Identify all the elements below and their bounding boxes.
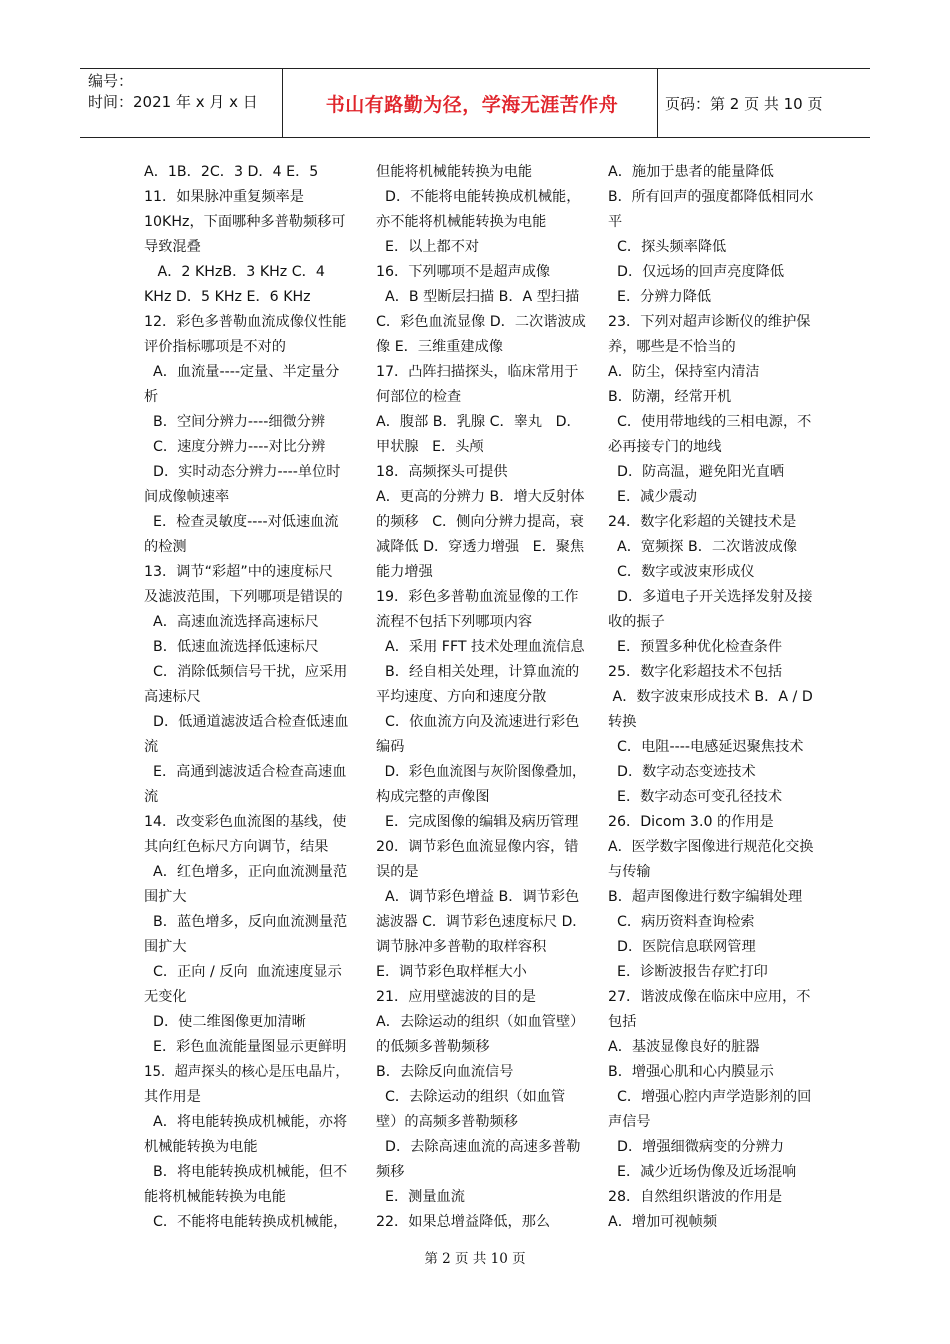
question-line: 28．自然组织谐波的作用是 bbox=[608, 1189, 783, 1205]
question-line: C．探头频率降低 bbox=[608, 239, 727, 255]
question-line: B．蓝色增多，反向血流测量范 bbox=[144, 914, 348, 930]
question-line: D．低通道滤波适合检查低速血 bbox=[144, 714, 349, 730]
question-line: 能力增强 bbox=[376, 564, 433, 580]
question-line: A．宽频探 B．二次谐波成像 bbox=[608, 539, 798, 555]
question-line: E．以上都不对 bbox=[376, 239, 480, 255]
question-line: 养，哪些是不恰当的 bbox=[608, 339, 736, 355]
question-line: 评价指标哪项是不对的 bbox=[144, 339, 286, 355]
question-line: 21．应用壁滤波的目的是 bbox=[376, 989, 536, 1005]
question-line: A．防尘，保持室内清洁 bbox=[608, 364, 760, 380]
question-line: D．实时动态分辨力----单位时 bbox=[144, 464, 341, 480]
question-line: 壁）的高频多普勒频移 bbox=[376, 1114, 518, 1130]
question-line: E．调节彩色取样框大小 bbox=[376, 964, 527, 980]
question-line: A．红色增多，正向血流测量范 bbox=[144, 864, 348, 880]
question-line: 减降低 D．穿透力增强 E．聚焦 bbox=[376, 539, 585, 555]
question-line: 构成完整的声像图 bbox=[376, 789, 490, 805]
question-line: E．测量血流 bbox=[376, 1189, 465, 1205]
question-line: C．彩色血流显像 D．二次谐波成 bbox=[376, 314, 586, 330]
question-line: 25．数字化彩超技术不包括 bbox=[608, 664, 783, 680]
question-line: A．调节彩色增益 B．调节彩色 bbox=[376, 889, 580, 905]
question-line: 23．下列对超声诊断仪的维护保 bbox=[608, 314, 811, 330]
question-line: E．预置多种优化检查条件 bbox=[608, 639, 783, 655]
question-line: 其作用是 bbox=[144, 1089, 201, 1105]
question-line: 转换 bbox=[608, 714, 637, 730]
question-line: 围扩大 bbox=[144, 939, 187, 955]
question-line: 导致混叠 bbox=[144, 239, 201, 255]
question-line: A．采用 FFT 技术处理血流信息 bbox=[376, 639, 585, 655]
question-line: B．空间分辨力----细微分辨 bbox=[144, 414, 326, 430]
question-line: A．数字波束形成技术 B．A / D bbox=[608, 689, 813, 705]
question-line: A．1B．2C．3 D．4 E．5 bbox=[144, 164, 319, 180]
question-line: B．超声图像进行数字编辑处理 bbox=[608, 889, 803, 905]
question-line: 27．谐波成像在临床中应用，不 bbox=[608, 989, 811, 1005]
question-line: 流程不包括下列哪项内容 bbox=[376, 614, 533, 630]
header-meta bbox=[88, 71, 258, 113]
question-line: A．去除运动的组织（如血管壁） bbox=[376, 1014, 585, 1030]
question-line: 及滤波范围，下列哪项是错误的 bbox=[144, 589, 343, 605]
question-line: 17．凸阵扫描探头，临床常用于 bbox=[376, 364, 579, 380]
question-line: 调节脉冲多普勒的取样容积 bbox=[376, 939, 547, 955]
question-line: A．高速血流选择高速标尺 bbox=[144, 614, 319, 630]
question-line: B．防潮，经常开机 bbox=[608, 389, 732, 405]
question-line: C．依血流方向及流速进行彩色 bbox=[376, 714, 580, 730]
question-line: 但能将机械能转换为电能 bbox=[376, 164, 533, 180]
question-line: 编码 bbox=[376, 739, 405, 755]
text-column-middle bbox=[376, 160, 586, 1235]
question-line: C．去除运动的组织（如血管 bbox=[376, 1089, 566, 1105]
question-line: KHz D．5 KHz E．6 KHz bbox=[144, 289, 311, 305]
question-line: 流 bbox=[144, 739, 159, 755]
question-line: E．高通到滤波适合检查高速血 bbox=[144, 764, 347, 780]
question-line: 26．Dicom 3.0 的作用是 bbox=[608, 814, 774, 830]
question-line: 的检测 bbox=[144, 539, 187, 555]
question-line: A．施加于患者的能量降低 bbox=[608, 164, 774, 180]
question-line: C．增强心腔内声学造影剂的回 bbox=[608, 1089, 812, 1105]
question-line: 能将机械能转换为电能 bbox=[144, 1189, 286, 1205]
question-line: D．彩色血流图与灰阶图像叠加， bbox=[376, 764, 586, 780]
question-line: B．低速血流选择低速标尺 bbox=[144, 639, 319, 655]
page-footer: 第 2 页 共 10 页 bbox=[424, 1251, 526, 1267]
question-line: 的低频多普勒频移 bbox=[376, 1039, 490, 1055]
question-line: 14．改变彩色血流图的基线，使 bbox=[144, 814, 347, 830]
question-line: C．电阻----电感延迟聚焦技术 bbox=[608, 739, 804, 755]
question-line: B．经自相关处理，计算血流的 bbox=[376, 664, 580, 680]
question-line: D．多道电子开关选择发射及接 bbox=[608, 589, 813, 605]
question-line: 围扩大 bbox=[144, 889, 187, 905]
question-line: 亦不能将机械能转换为电能 bbox=[376, 214, 547, 230]
question-line: 平均速度、方向和速度分散 bbox=[376, 689, 547, 705]
question-line: D．数字动态变迹技术 bbox=[608, 764, 756, 780]
question-line: D．使二维图像更加清晰 bbox=[144, 1014, 306, 1030]
question-line: 15．超声探头的核心是压电晶片， bbox=[144, 1064, 349, 1080]
header-page-number: 页码：第 2 页 共 10 页 bbox=[665, 94, 823, 113]
question-line: 误的是 bbox=[376, 864, 419, 880]
question-line: 20．调节彩色血流显像内容，错 bbox=[376, 839, 579, 855]
question-line: 11．如果脉冲重复频率是 bbox=[144, 189, 304, 205]
text-column-right bbox=[608, 160, 813, 1235]
question-line: B．所有回声的强度都降低相同水 bbox=[608, 189, 814, 205]
text-column-left bbox=[144, 160, 349, 1235]
question-line: 流 bbox=[144, 789, 159, 805]
question-line: 与传输 bbox=[608, 864, 651, 880]
question-line: A．B 型断层扫描 B．A 型扫描 bbox=[376, 289, 580, 305]
question-line: E．分辨力降低 bbox=[608, 289, 712, 305]
question-line: A．腹部 B．乳腺 C．睾丸 D． bbox=[376, 414, 581, 430]
question-line: 平 bbox=[608, 214, 623, 230]
question-line: B．将电能转换成机械能，但不 bbox=[144, 1164, 348, 1180]
question-line: C．正向 / 反向 血流速度显示 bbox=[144, 964, 342, 980]
question-line: D．去除高速血流的高速多普勒 bbox=[376, 1139, 581, 1155]
question-line: C．消除低频信号干扰，应采用 bbox=[144, 664, 348, 680]
question-line: 无变化 bbox=[144, 989, 187, 1005]
question-line: B．去除反向血流信号 bbox=[376, 1064, 514, 1080]
question-line: D．仅远场的回声亮度降低 bbox=[608, 264, 785, 280]
question-line: 滤波器 C．调节彩色速度标尺 D． bbox=[376, 914, 587, 930]
question-line: D．增强细微病变的分辨力 bbox=[608, 1139, 785, 1155]
question-line: 何部位的检查 bbox=[376, 389, 462, 405]
question-line: 甲状腺 E．头颅 bbox=[376, 439, 484, 455]
question-line: D．医院信息联网管理 bbox=[608, 939, 756, 955]
question-line: 其向红色标尺方向调节，结果 bbox=[144, 839, 329, 855]
question-line: E．减少近场伪像及近场混响 bbox=[608, 1164, 797, 1180]
question-line: A．基波显像良好的脏器 bbox=[608, 1039, 760, 1055]
question-line: D．不能将电能转换成机械能， bbox=[376, 189, 581, 205]
question-line: B．增强心肌和心内膜显示 bbox=[608, 1064, 774, 1080]
question-line: 的频移 C．侧向分辨力提高，衰 bbox=[376, 514, 584, 530]
question-line: 频移 bbox=[376, 1164, 405, 1180]
question-line: 19．彩色多普勒血流显像的工作 bbox=[376, 589, 579, 605]
question-line: 包括 bbox=[608, 1014, 637, 1030]
question-line: A．医学数字图像进行规范化交换 bbox=[608, 839, 814, 855]
question-line: C．不能将电能转换成机械能， bbox=[144, 1214, 348, 1230]
question-line: 高速标尺 bbox=[144, 689, 201, 705]
question-line: 22．如果总增益降低，那么 bbox=[376, 1214, 551, 1230]
question-line: 机械能转换为电能 bbox=[144, 1139, 258, 1155]
question-line: E．减少震动 bbox=[608, 489, 697, 505]
question-line: 24．数字化彩超的关键技术是 bbox=[608, 514, 797, 530]
question-line: D．防高温，避免阳光直晒 bbox=[608, 464, 785, 480]
question-line: A．增加可视帧频 bbox=[608, 1214, 718, 1230]
question-line: E．检查灵敏度----对低速血流 bbox=[144, 514, 339, 530]
question-line: E．诊断波报告存贮打印 bbox=[608, 964, 768, 980]
question-line: C．数字或波束形成仪 bbox=[608, 564, 755, 580]
question-line: 18．高频探头可提供 bbox=[376, 464, 508, 480]
header-divider bbox=[657, 69, 658, 137]
question-line: 像 E．三维重建成像 bbox=[376, 339, 503, 355]
time-label: 时间：2021 年 x 月 x 日 bbox=[88, 93, 258, 111]
serial-label: 编号： bbox=[88, 72, 134, 90]
question-line: A．2 KHzB．3 KHz C．4 bbox=[144, 264, 325, 280]
question-line: A．将电能转换成机械能，亦将 bbox=[144, 1114, 348, 1130]
question-line: 声信号 bbox=[608, 1114, 651, 1130]
question-line: 16．下列哪项不是超声成像 bbox=[376, 264, 551, 280]
question-line: E．数字动态可变孔径技术 bbox=[608, 789, 783, 805]
question-line: 必再接专门的地线 bbox=[608, 439, 722, 455]
question-line: 13．调节“彩超”中的速度标尺 bbox=[144, 564, 333, 580]
question-line: 收的振子 bbox=[608, 614, 665, 630]
question-line: E．彩色血流能量图显示更鲜明 bbox=[144, 1039, 347, 1055]
question-line: E．完成图像的编辑及病历管理 bbox=[376, 814, 579, 830]
question-line: 析 bbox=[144, 389, 159, 405]
header-motto: 书山有路勤为径，学海无涯苦作舟 bbox=[325, 93, 619, 116]
page-header bbox=[80, 68, 870, 138]
question-line: C．病历资料查询检索 bbox=[608, 914, 755, 930]
question-line: C．速度分辨力----对比分辨 bbox=[144, 439, 326, 455]
question-line: 12．彩色多普勒血流成像仪性能 bbox=[144, 314, 347, 330]
question-line: C．使用带地线的三相电源，不 bbox=[608, 414, 812, 430]
question-line: A．血流量----定量、半定量分 bbox=[144, 364, 340, 380]
question-line: A．更高的分辨力 B．增大反射体 bbox=[376, 489, 585, 505]
question-line: 10KHz，下面哪种多普勒频移可 bbox=[144, 214, 346, 230]
question-line: 间成像帧速率 bbox=[144, 489, 230, 505]
